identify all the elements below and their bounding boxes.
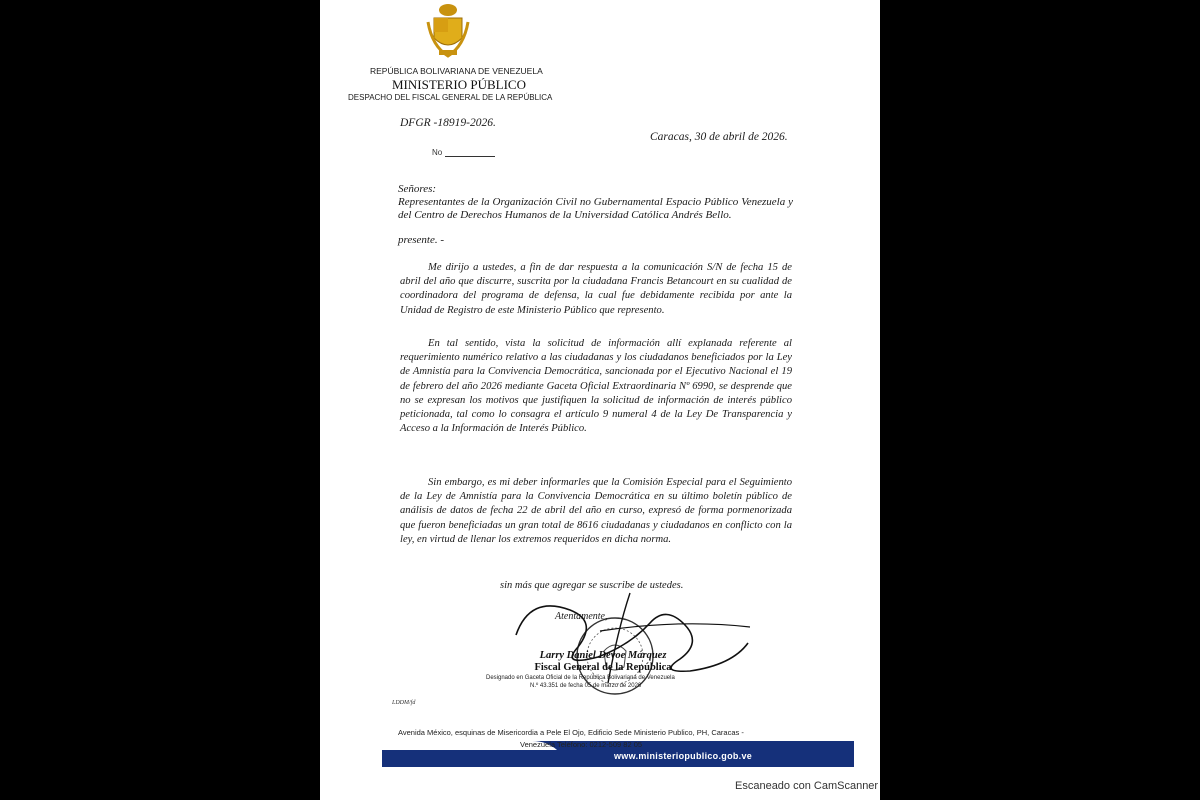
footer-phone: Venezuela Teléfono: 0212-509 82 05 bbox=[520, 740, 643, 749]
paragraph-2: En tal sentido, vista la solicitud de información allí explanada referente al requerimiento numérico relativo a las ciudadanas y los ciudadanos beneficiados por la Ley de Amnistía para la Convivencia Democrática, sancionada por el Ejecutivo Nacional el 19 de febrero del año 2026 mediante Gaceta Oficial Extraordinaria Nº 6990, se desprende que no se expresan los motivos que justifiquen la solicitud de información de interés público peticionada, tal como lo consagra el artículo 9 numeral 4 de la Ley De Transparencia y Acceso a la Información de Interés Público. bbox=[400, 338, 792, 435]
paragraph-1: Me dirijo a ustedes, a fin de dar respuesta a la comunicación S/N de fecha 15 de abril del año que discurre, suscrita por la ciudadana Francis Betancourt en su cualidad de coordinadora del programa de defensa, la cual fue debidamente recibida por ante la Unidad de Registro de este Ministerio Público que represento. bbox=[400, 262, 792, 316]
signoff: Atentamente, bbox=[555, 611, 608, 622]
reference-number: DFGR -18919-2026. bbox=[400, 117, 496, 129]
header-ministry: MINISTERIO PÚBLICO bbox=[392, 77, 526, 92]
header-office: DESPACHO DEL FISCAL GENERAL DE LA REPÚBLICA bbox=[348, 93, 553, 102]
footer-website-link[interactable]: www.ministeriopublico.gob.ve bbox=[614, 751, 753, 761]
signatory-title: Fiscal General de la República bbox=[534, 662, 672, 673]
date-line: Caracas, 30 de abril de 2026. bbox=[650, 131, 788, 143]
initials: LDDM/fd bbox=[392, 700, 416, 706]
number-blank-line bbox=[445, 156, 495, 157]
recipients: Representantes de la Organización Civil no Gubernamental Espacio Público Venezuela y del Centro de Derechos Humanos de la Universidad Católica Andrés Bello. bbox=[398, 196, 793, 221]
letter-page bbox=[320, 0, 880, 800]
signatory-gazette: N.º 43.351 de fecha 05 de marzo de 2026 bbox=[530, 683, 642, 689]
coat-of-arms-emblem bbox=[426, 2, 470, 60]
presente: presente. - bbox=[398, 234, 445, 246]
scanner-watermark: Escaneado con CamScanner bbox=[735, 780, 879, 792]
closing-line: sin más que agregar se suscribe de ustedes. bbox=[500, 580, 684, 591]
salutation: Señores: bbox=[398, 183, 437, 195]
paragraph-3: Sin embargo, es mi deber informarles que la Comisión Especial para el Seguimiento de la Ley de Amnistía para la Convivencia Democrática en su último boletín público de análisis de datos de fecha 22 de abril del año en curso, expresó de forma pormenorizada que fueron beneficiadas un gran total de 8616 ciudadanas y ciudadanos en conflicto con la ley, en virtud de llenar los extremos requeridos en dicha norma. bbox=[400, 477, 792, 545]
header-republic: REPÚBLICA BOLIVARIANA DE VENEZUELA bbox=[370, 66, 543, 76]
number-label: No bbox=[432, 148, 443, 157]
footer-address: Avenida México, esquinas de Misericordia a Pele El Ojo, Edificio Sede Ministerio Publico, PH, Caracas - bbox=[398, 728, 744, 737]
signatory-name: Larry Daniel Devoe Márquez bbox=[539, 650, 667, 661]
signatory-designation: Designado en Gaceta Oficial de la República Bolivariana de Venezuela bbox=[486, 675, 675, 681]
